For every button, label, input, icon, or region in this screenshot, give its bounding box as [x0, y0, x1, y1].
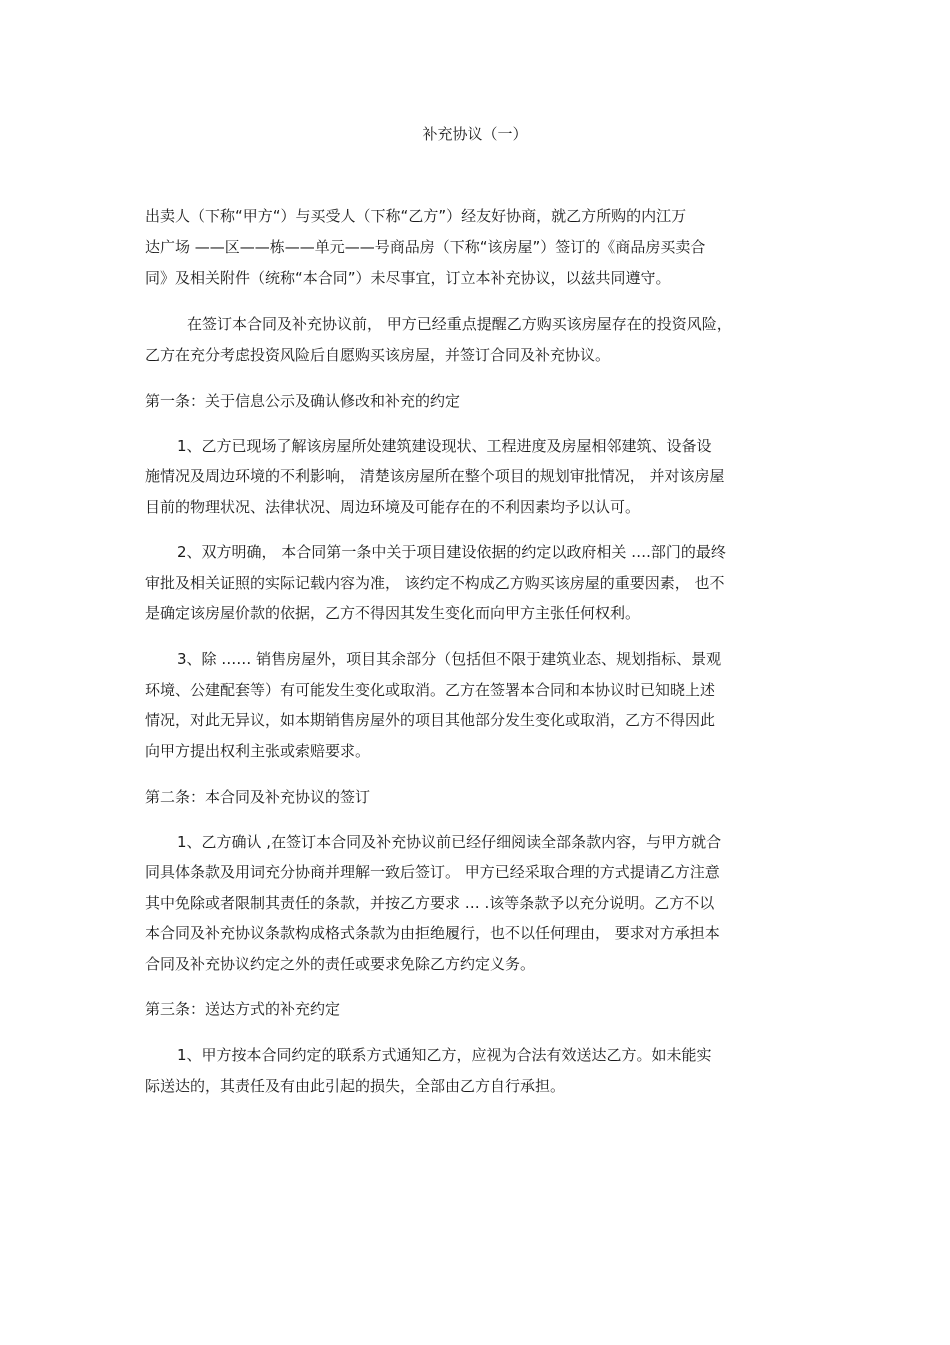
article-1-clause-3-line-4: 向甲方提出权利主张或索赔要求。	[145, 742, 371, 760]
preamble-line-3: 同》及相关附件（统称“本合同”）未尽事宜，订立本补充协议，以兹共同遵守。	[145, 269, 671, 287]
article-1-clause-1-line-3: 目前的物理状况、法律状况、周边环境及可能存在的不利因素均予以认可。	[145, 498, 641, 516]
article-1-clause-2-line-2: 审批及相关证照的实际记载内容为准， 该约定不构成乙方购买该房屋的重要因素， 也不	[145, 574, 725, 592]
risk-notice-line-1: 在签订本合同及补充协议前， 甲方已经重点提醒乙方购买该房屋存在的投资风险，	[187, 315, 732, 333]
article-1-clause-3-line-1: 3、除 …… 销售房屋外，项目其余部分（包括但不限于建筑业态、规划指标、景观	[177, 650, 722, 668]
article-3-heading: 第三条：送达方式的补充约定	[145, 1000, 341, 1018]
preamble-line-1: 出卖人（下称“甲方“）与买受人（下称“乙方”）经友好协商，就乙方所购的内江万	[145, 207, 687, 225]
article-3-clause-1-line-2: 际送达的，其责任及有由此引起的损失，全部由乙方自行承担。	[145, 1077, 566, 1095]
article-2-clause-1-line-3: 其中免除或者限制其责任的条款，并按乙方要求 … .该等条款予以充分说明。乙方不以	[145, 894, 715, 912]
article-2-clause-1-line-4: 本合同及补充协议条款构成格式条款为由拒绝履行，也不以任何理由， 要求对方承担本	[145, 924, 720, 942]
article-2-clause-1-line-1: 1、乙方确认 ,在签订本合同及补充协议前已经仔细阅读全部条款内容，与甲方就合	[177, 833, 722, 851]
article-3-clause-1-line-1: 1、甲方按本合同约定的联系方式通知乙方，应视为合法有效送达乙方。如未能实	[177, 1046, 712, 1064]
article-1-clause-2-line-3: 是确定该房屋价款的依据，乙方不得因其发生变化而向甲方主张任何权利。	[145, 604, 641, 622]
article-1-clause-3-line-2: 环境、公建配套等）有可能发生变化或取消。乙方在签署本合同和本协议时已知晓上述	[145, 681, 716, 699]
article-2-clause-1-line-2: 同具体条款及用词充分协商并理解一致后签订。 甲方已经采取合理的方式提请乙方注意	[145, 863, 720, 881]
article-1-clause-2-line-1: 2、双方明确， 本合同第一条中关于项目建设依据的约定以政府相关 ….部门的最终	[177, 543, 726, 561]
article-2-clause-1-line-5: 合同及补充协议约定之外的责任或要求免除乙方约定义务。	[145, 955, 536, 973]
risk-notice-line-2: 乙方在充分考虑投资风险后自愿购买该房屋，并签订合同及补充协议。	[145, 346, 611, 364]
article-1-clause-1-line-2: 施情况及周边环境的不利影响， 清楚该房屋所在整个项目的规划审批情况， 并对该房屋	[145, 467, 725, 485]
article-2-heading: 第二条：本合同及补充协议的签订	[145, 788, 371, 806]
document-title: 补充协议（一）	[422, 125, 528, 143]
article-1-heading: 第一条：关于信息公示及确认修改和补充的约定	[145, 392, 461, 410]
article-1-clause-3-line-3: 情况，对此无异议，如本期销售房屋外的项目其他部分发生变化或取消，乙方不得因此	[145, 711, 716, 729]
article-1-clause-1-line-1: 1、乙方已现场了解该房屋所处建筑建设现状、工程进度及房屋相邻建筑、设备设	[177, 437, 712, 455]
preamble-line-2: 达广场 ——区——栋——单元——号商品房（下称“该房屋”）签订的《商品房买卖合	[145, 238, 706, 256]
